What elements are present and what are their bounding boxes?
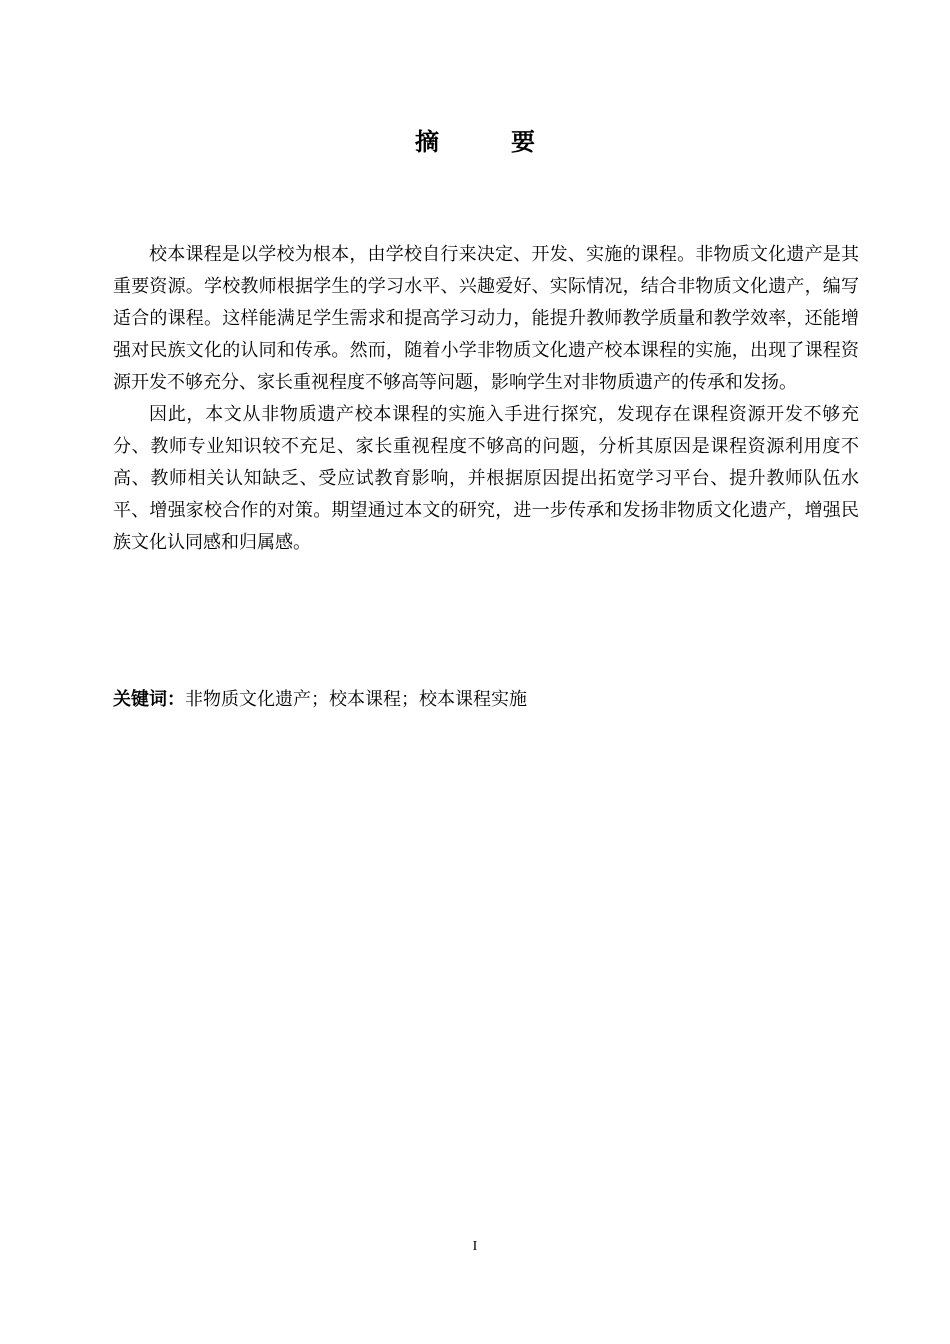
abstract-paragraph-2: 因此，本文从非物质遗产校本课程的实施入手进行探究，发现存在课程资源开发不够充分、教师专业知识较不充足、家长重视程度不够高的问题，分析其原因是课程资源利用度不高、教师相关认知缺乏、受应试教育影响，并根据原因提出拓宽学习平台、提升教师队伍水平、增强家校合作的对策。期望通过本文的研究，进一步传承和发扬非物质文化遗产，增强民族文化认同感和归属感。: [113, 404, 859, 553]
page-number: I: [472, 1239, 478, 1254]
keywords-text: 非物质文化遗产；校本课程；校本课程实施: [185, 689, 527, 710]
keywords-label: 关键词：: [113, 689, 185, 710]
abstract-body: [113, 239, 859, 559]
page-title: 摘 要: [415, 128, 559, 156]
abstract-paragraph-1: 校本课程是以学校为根本，由学校自行来决定、开发、实施的课程。非物质文化遗产是其重要资源。学校教师根据学生的学习水平、兴趣爱好、实际情况，结合非物质文化遗产，编写适合的课程。这样能满足学生需求和提高学习动力，能提升教师教学质量和教学效率，还能增强对民族文化的认同和传承。然而，随着小学非物质文化遗产校本课程的实施，出现了课程资源开发不够充分、家长重视程度不够高等问题，影响学生对非物质遗产的传承和发扬。: [113, 244, 859, 393]
keywords-line: [113, 684, 859, 716]
